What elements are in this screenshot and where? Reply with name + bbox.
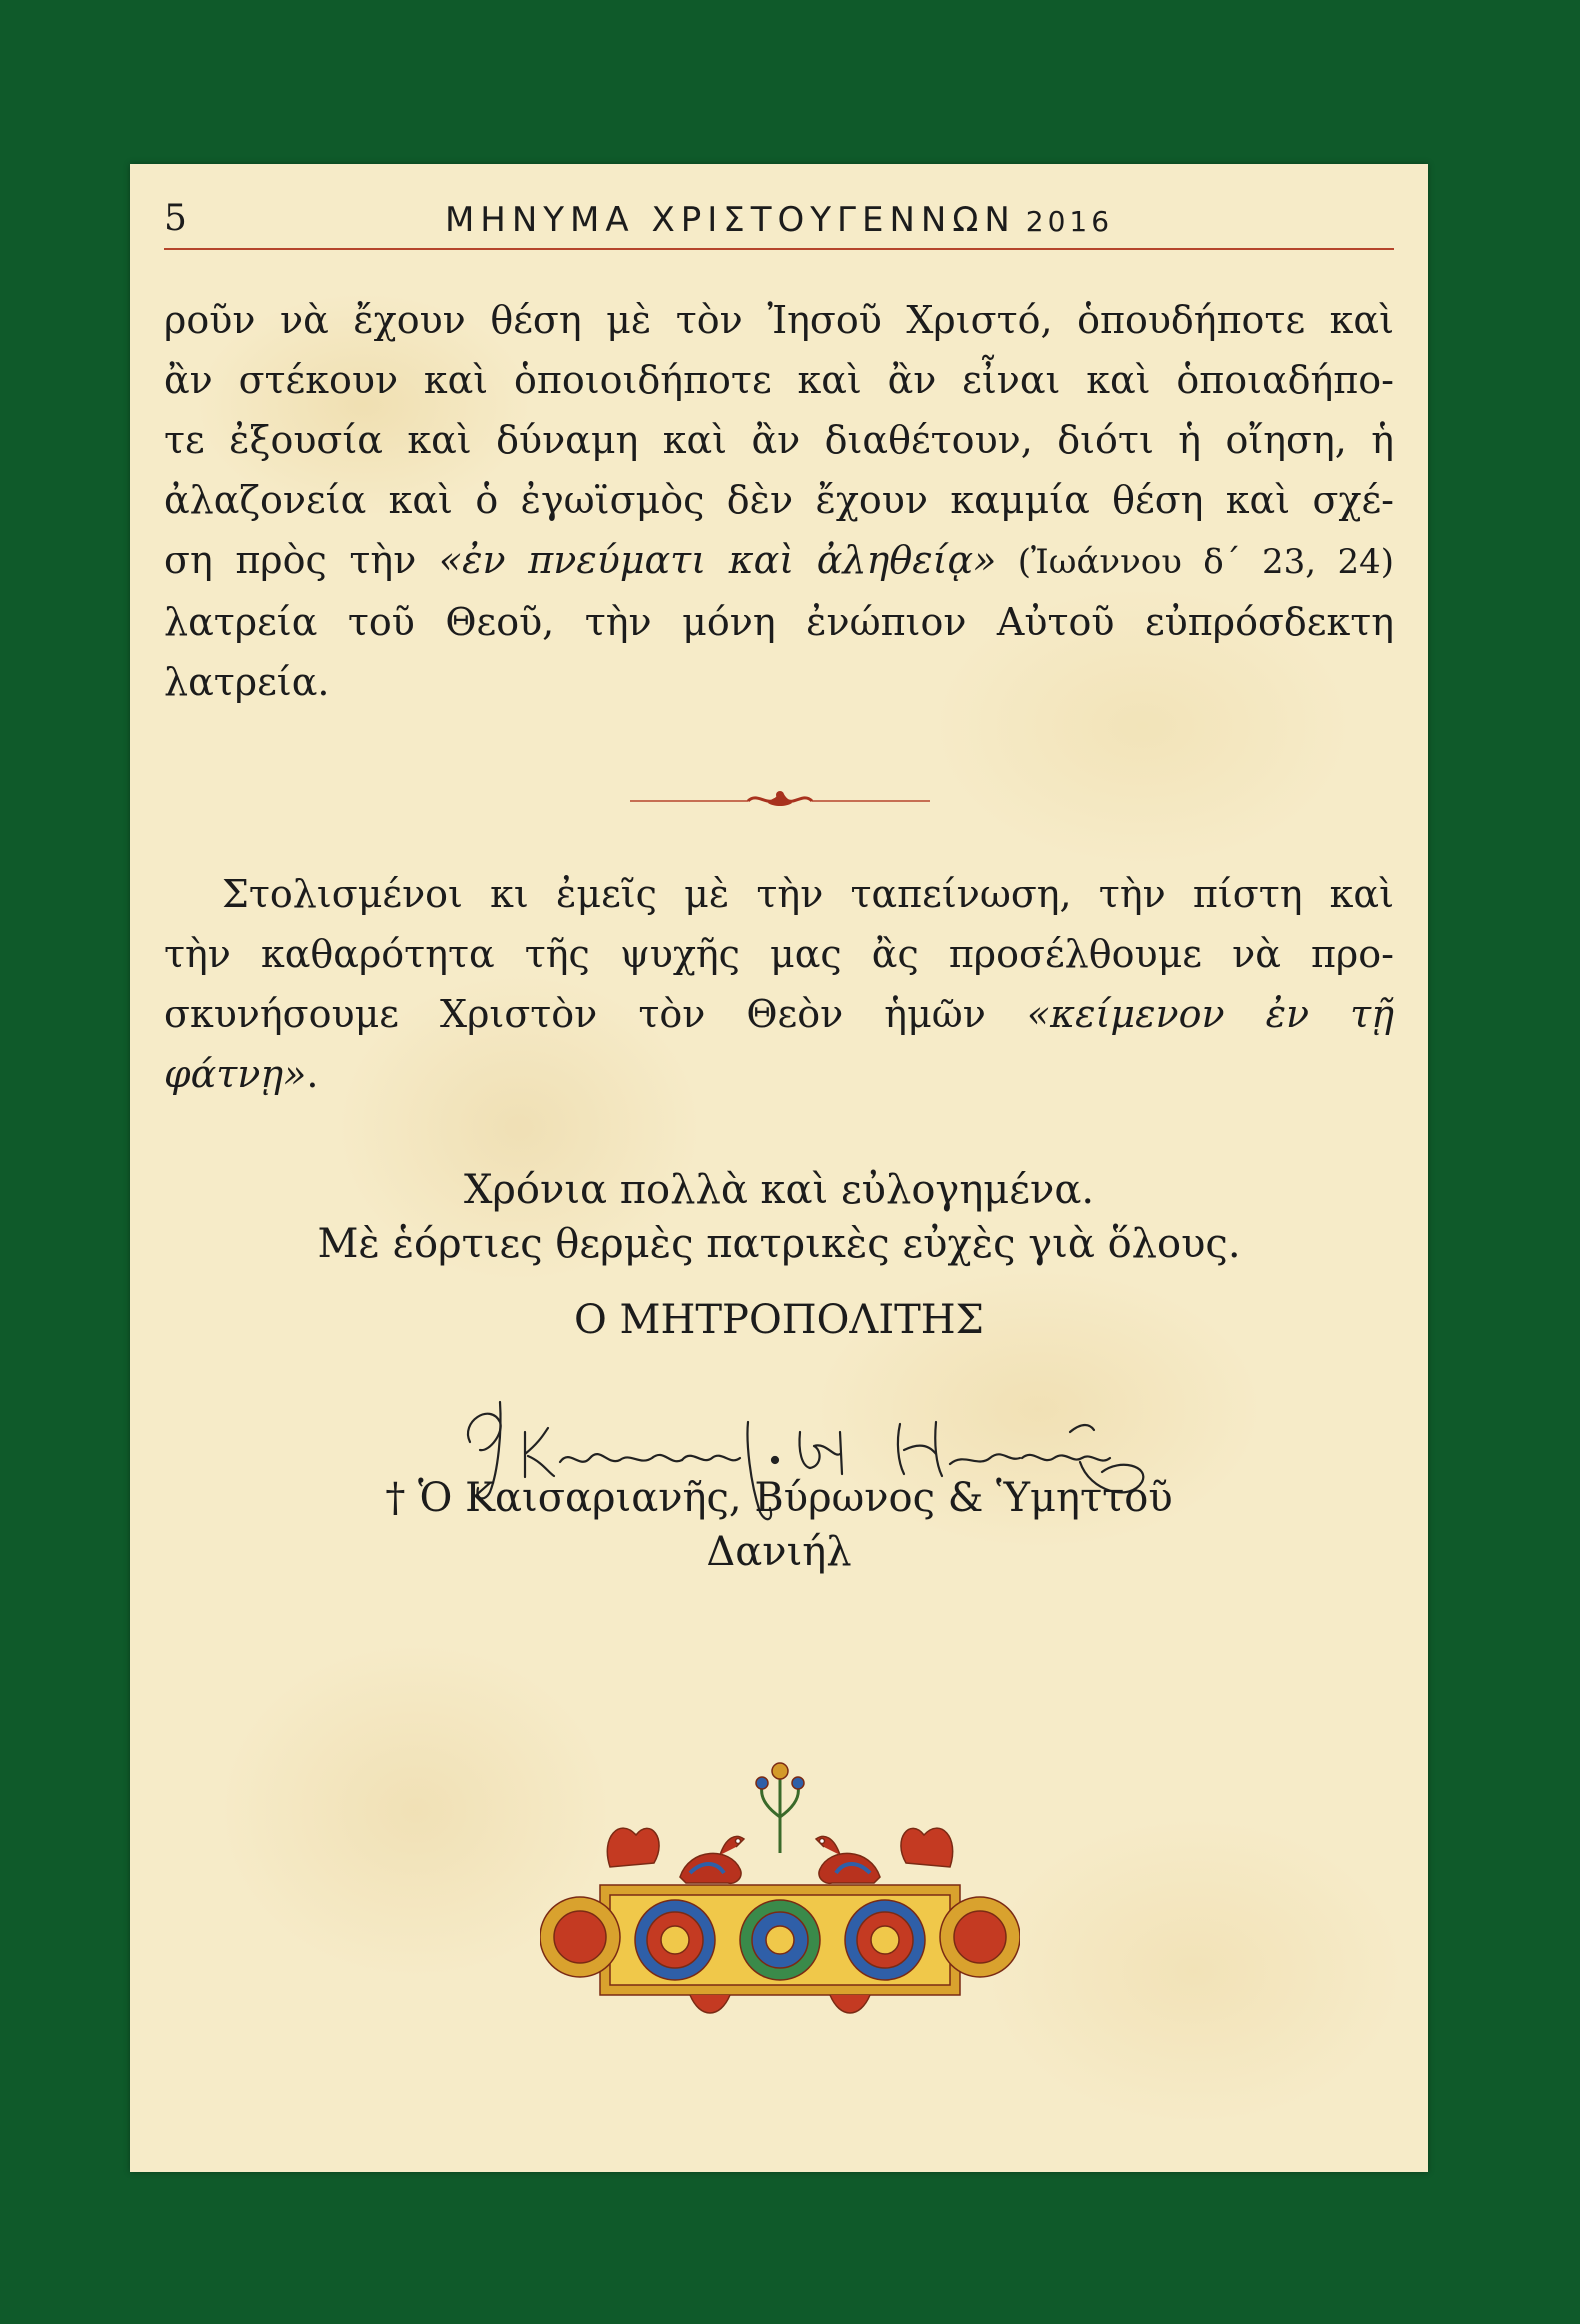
text-run: ση πρὸς τὴν — [164, 538, 439, 582]
signatory-title: Ο ΜΗΤΡΟΠΟΛΙΤΗΣ — [574, 1297, 984, 1343]
ornamental-divider-icon — [630, 781, 930, 821]
paragraph-line: Στολισμένοι κι ἐμεῖς μὲ τὴν ταπείνωση, τὴν πίστη καὶ — [222, 872, 1394, 916]
paragraph-line: τε ἐξουσία καὶ δύναμη καὶ ἂν διαθέτουν, διότι ἡ οἴηση, ἡ — [164, 418, 1394, 462]
greeting-line: Χρόνια πολλὰ καὶ εὐλογημένα. — [463, 1167, 1095, 1213]
quotation: «κείμενον ἐν τῇ — [1026, 992, 1394, 1036]
running-title-text: ΜΗΝΥΜΑ ΧΡΙΣΤΟΥΓΕΝΝΩΝ — [444, 200, 1016, 240]
running-title-year: 2016 — [1025, 205, 1114, 238]
scripture-reference: (Ἰωάννου δ΄ 23, 24) — [996, 542, 1394, 582]
paragraph-line: λατρεία τοῦ Θεοῦ, τὴν μόνη ἐνώπιον Αὐτοῦ εὐπρόσδεκτη — [164, 600, 1394, 644]
text-run: . — [306, 1052, 319, 1096]
page-number: 5 — [164, 198, 187, 239]
paragraph-line — [164, 984, 1394, 1044]
quotation: φάτνῃ» — [164, 1052, 307, 1096]
illuminated-headpiece-icon — [540, 1757, 1020, 2027]
bishop-line: † Ὁ Καισαριανῆς, Βύρωνος & Ὑμηττοῦ — [385, 1475, 1173, 1521]
paragraph-line: ἀλαζονεία καὶ ὁ ἐγωϊσμὸς δὲν ἔχουν καμμία θέση καὶ σχέ- — [164, 478, 1394, 522]
paragraph-line: ροῦν νὰ ἔχουν θέση μὲ τὸν Ἰησοῦ Χριστό, ὁπουδήποτε καὶ — [164, 298, 1394, 342]
greeting-line: Μὲ ἑόρτιες θερμὲς πατρικὲς εὐχὲς γιὰ ὅλους. — [317, 1221, 1241, 1267]
running-title — [164, 200, 1394, 240]
paragraph-line: ἂν στέκουν καὶ ὁποιοιδήποτε καὶ ἂν εἶναι καὶ ὁποιαδήπο- — [164, 358, 1394, 402]
quotation: «ἐν πνεύματι καὶ ἀληθείᾳ» — [438, 538, 997, 582]
running-header — [164, 192, 1394, 250]
paragraph-1 — [164, 290, 1394, 712]
document-page — [130, 164, 1428, 2172]
paragraph-line — [164, 530, 1394, 592]
paragraph-2 — [164, 864, 1394, 1104]
text-run: σκυνήσουμε Χριστὸν τὸν Θεὸν ἡμῶν — [164, 992, 1027, 1036]
paragraph-line: τὴν καθαρότητα τῆς ψυχῆς μας ἂς προσέλθουμε νὰ προ- — [164, 932, 1394, 976]
bishop-name: Δανιήλ — [706, 1529, 852, 1575]
paragraph-line: λατρεία. — [164, 660, 330, 704]
paragraph-line — [164, 1044, 1394, 1104]
